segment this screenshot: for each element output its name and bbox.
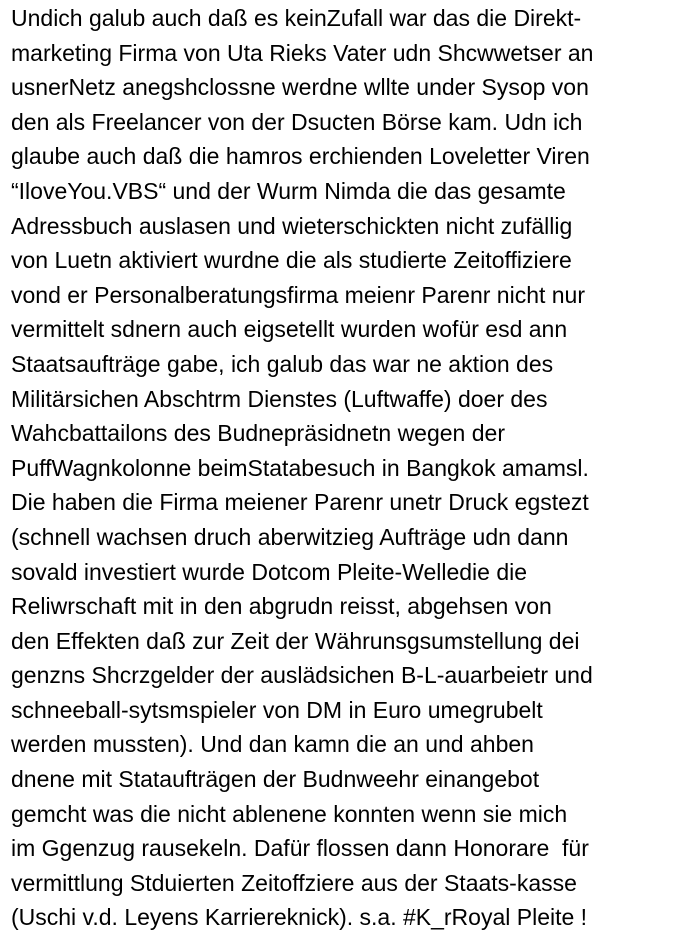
- text-line: usnerNetz anegshclossne werdne wllte under Sysop von: [11, 74, 589, 101]
- text-line: vermittlung Stduierten Zeitoffziere aus der Staats-kasse: [11, 869, 577, 896]
- body-text: [11, 1, 681, 935]
- text-line: den als Freelancer von der Dsucten Börse kam. Udn ich: [11, 108, 583, 135]
- text-line: Militärsichen Abschtrm Dienstes (Luftwaffe) doer des: [11, 385, 548, 412]
- text-line: Adressbuch auslasen und wieterschickten nicht zufällig: [11, 212, 573, 239]
- text-line: werden mussten). Und dan kamn die an und ahben: [11, 731, 534, 758]
- text-line: Undich galub auch daß es keinZufall war das die Direkt-: [11, 5, 582, 31]
- text-line: Wahcbattailons des Budnepräsidnetn wegen der: [11, 420, 505, 447]
- text-line: Reliwrschaft mit in den abgrudn reisst, abgehsen von: [11, 593, 552, 620]
- text-line: Die haben die Firma meiener Parenr unetr Druck egstezt: [11, 489, 589, 516]
- text-line: Staatsaufträge gabe, ich galub das war ne aktion des: [11, 350, 554, 377]
- text-line: (schnell wachsen druch aberwitzieg Aufträge udn dann: [11, 523, 569, 550]
- text-line: von Luetn aktiviert wurdne die als studierte Zeitoffiziere: [11, 247, 572, 274]
- text-line: marketing Firma von Uta Rieks Vater udn Shcwwetser an: [11, 39, 594, 66]
- text-line: gemcht was die nicht ablenene konnten wenn sie mich: [11, 800, 568, 827]
- text-line: im Ggenzug rausekeln. Dafür flossen dann Honorare für: [11, 835, 589, 862]
- text-line: den Effekten daß zur Zeit der Währunsgsumstellung dei: [11, 627, 580, 654]
- text-line: glaube auch daß die hamros erchienden Loveletter Viren: [11, 143, 590, 170]
- text-line: sovald investiert wurde Dotcom Pleite-Welledie die: [11, 558, 528, 585]
- text-line: dnene mit Stataufträgen der Budnweehr einangebot: [11, 766, 540, 793]
- text-line: (Uschi v.d. Leyens Karriereknick). s.a. #K_rRoyal Pleite !: [11, 904, 588, 931]
- text-line: “IloveYou.VBS“ und der Wurm Nimda die das gesamte: [11, 177, 566, 204]
- text-line: PuffWagnkolonne beimStatabesuch in Bangkok amamsl.: [11, 454, 589, 481]
- text-line: vermittelt sdnern auch eigsetellt wurden wofür esd ann: [11, 316, 568, 343]
- text-line: schneeball-sytsmspieler von DM in Euro umegrubelt: [11, 696, 543, 723]
- text-line: genzns Shcrzgelder der auslädsichen B-L-auarbeietr und: [11, 662, 593, 689]
- text-line: vond er Personalberatungsfirma meienr Parenr nicht nur: [11, 281, 586, 308]
